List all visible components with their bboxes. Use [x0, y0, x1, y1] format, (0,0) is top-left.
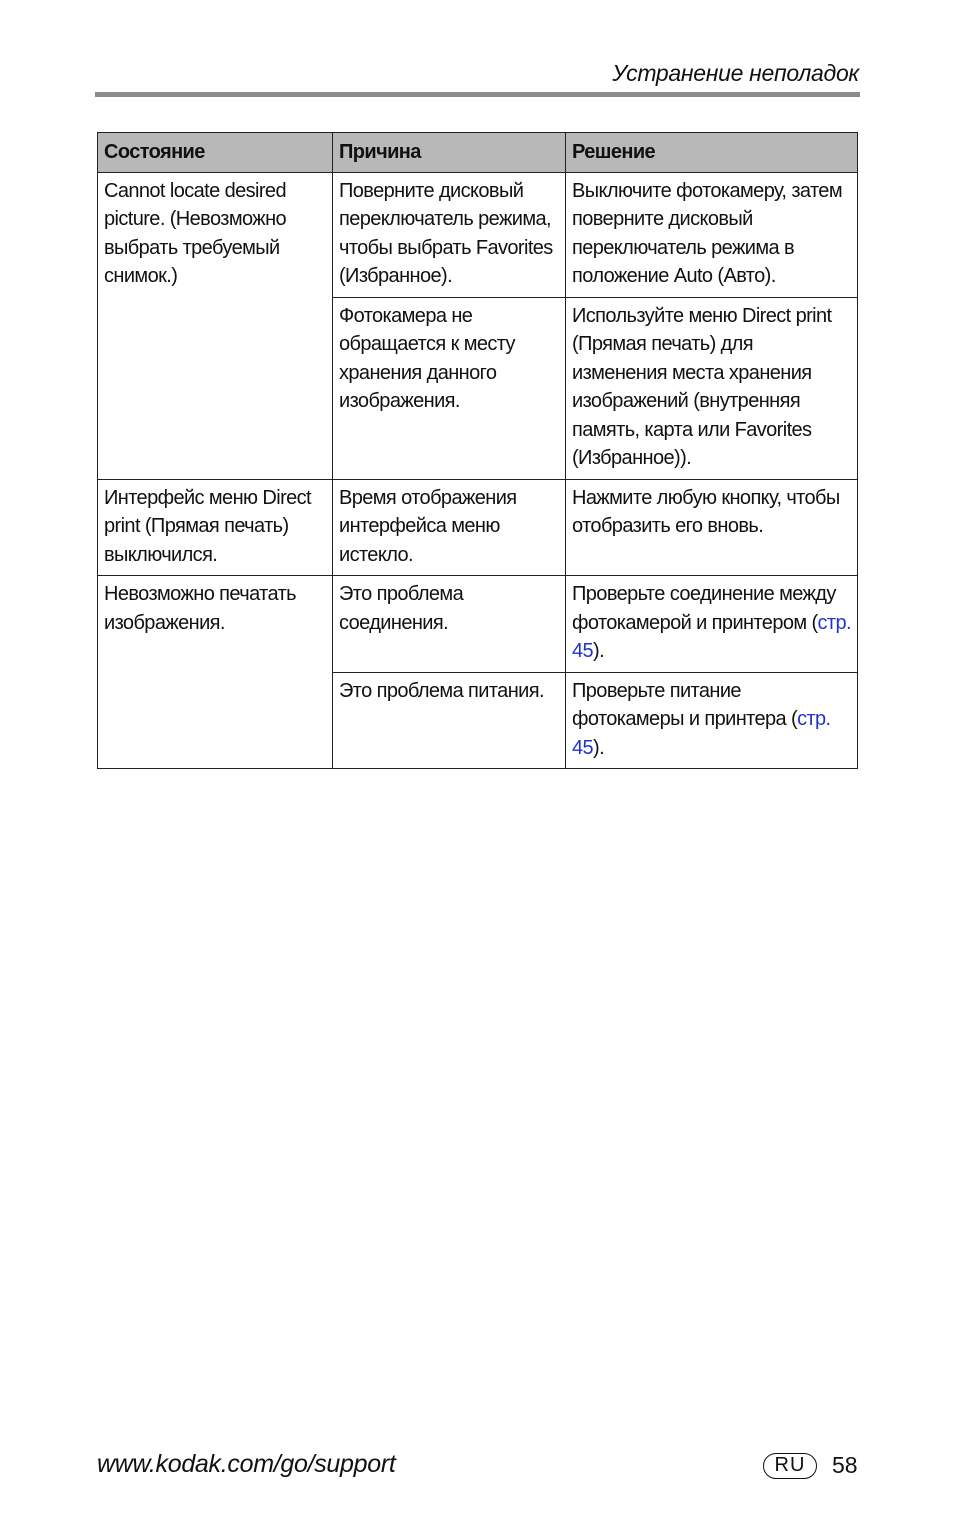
page-link[interactable]: стр. 45 — [572, 611, 851, 662]
cause-cell: Поверните дисковый переключатель режима, чтобы выбрать Favorites (Избранное). — [333, 172, 566, 297]
table-header-row — [98, 133, 858, 173]
condition-cell: Интерфейс меню Direct print (Прямая печать) выключился. — [98, 479, 333, 576]
cause-cell: Это проблема питания. — [333, 672, 566, 769]
solution-cell: Нажмите любую кнопку, чтобы отобразить его вновь. — [566, 479, 858, 576]
condition-cell: Невозможно печатать изображения. — [98, 576, 333, 769]
page-link[interactable]: стр. 45 — [572, 708, 831, 759]
solution-suffix: ). — [593, 736, 605, 759]
cause-cell: Время отображения интерфейса меню истекло. — [333, 479, 566, 576]
table-row — [98, 172, 858, 297]
language-badge: RU — [763, 1453, 817, 1479]
solution-cell: Используйте меню Direct print (Прямая печать) для изменения места хранения изображений (внутренняя память, карта или Favorites (Избранное)). — [566, 297, 858, 479]
solution-cell: Выключите фотокамеру, затем поверните дисковый переключатель режима в положение Auto (Авто). — [566, 172, 858, 297]
column-header-cause: Причина — [333, 133, 566, 173]
solution-suffix: ). — [593, 640, 605, 662]
section-title: Устранение неполадок — [612, 60, 859, 86]
solution-text: Проверьте питание фотокамеры и принтера ( — [572, 679, 798, 730]
column-header-condition: Состояние — [98, 133, 333, 173]
solution-cell — [566, 576, 858, 673]
solution-cell — [566, 672, 858, 769]
column-header-solution: Решение — [566, 133, 858, 173]
header-rule — [95, 92, 860, 97]
cause-cell: Это проблема соединения. — [333, 576, 566, 673]
condition-cell: Cannot locate desired picture. (Невозможно выбрать требуемый снимок.) — [98, 172, 333, 479]
troubleshooting-table — [97, 132, 858, 769]
cause-cell: Фотокамера не обращается к месту хранения данного изображения. — [333, 297, 566, 479]
table-row — [98, 479, 858, 576]
page-number: 58 — [832, 1452, 858, 1478]
solution-text: Проверьте соединение между фотокамерой и принтером ( — [572, 583, 836, 634]
support-url[interactable]: www.kodak.com/go/support — [97, 1450, 396, 1478]
table-row — [98, 576, 858, 673]
